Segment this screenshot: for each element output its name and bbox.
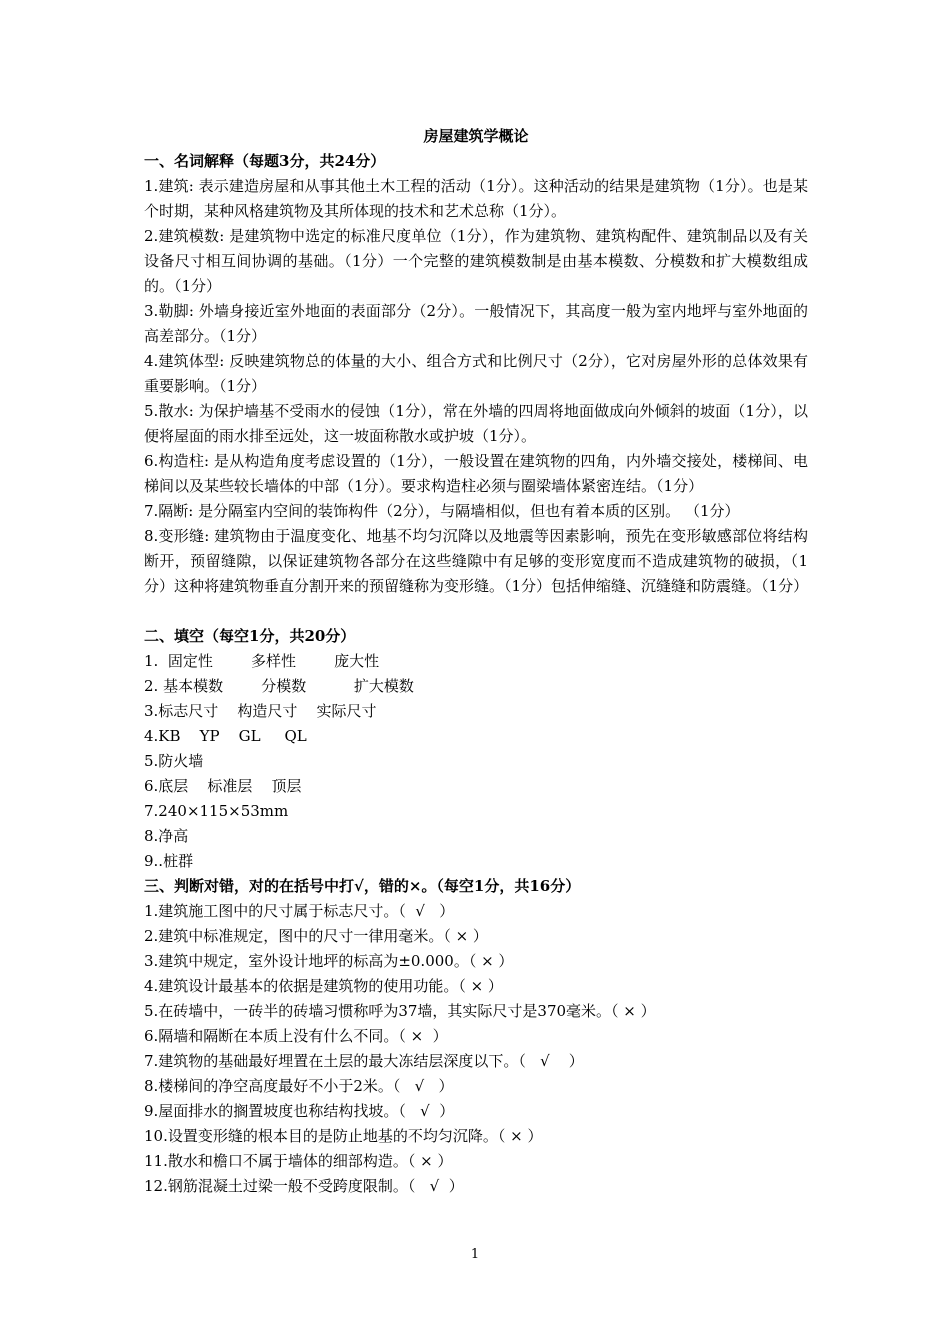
document-body [144,124,808,1199]
fill-in-answer: 6.底层 标准层 顶层 [144,777,302,795]
true-false-item: 12.钢筋混凝土过梁一般不受跨度限制。（ √ ） [144,1177,464,1195]
section-heading-definitions: 一、名词解释（每题3分，共24分） [144,152,386,170]
true-false-item: 4.建筑设计最基本的依据是建筑物的使用功能。（ × ） [144,977,503,995]
spacer [144,599,808,624]
fill-in-answer: 3.标志尺寸 构造尺寸 实际尺寸 [144,702,377,720]
definition-item: 6.构造柱: 是从构造角度考虑设置的（1分），一般设置在建筑物的四角，内外墙交接处，楼梯间、电梯间以及某些较长墙体的中部（1分）。要求构造柱必须与圈梁墙体紧密连结。（1分） [144,452,808,495]
definition-item: 7.隔断: 是分隔室内空间的装饰构件（2分），与隔墙相似，但也有着本质的区别。 （1分） [144,502,740,520]
definition-item: 1.建筑: 表示建造房屋和从事其他土木工程的活动（1分）。这种活动的结果是建筑物（1分）。也是某个时期，某种风格建筑物及其所体现的技术和艺术总称（1分）。 [144,177,808,220]
fill-in-answer: 1. 固定性 多样性 庞大性 [144,652,380,670]
definition-item: 4.建筑体型: 反映建筑物总的体量的大小、组合方式和比例尺寸（2分），它对房屋外形的总体效果有重要影响。（1分） [144,352,808,395]
document-title: 房屋建筑学概论 [423,127,529,145]
fill-in-answer: 8.净高 [144,827,189,845]
page-number: 1 [470,1247,480,1262]
true-false-item: 3.建筑中规定，室外设计地坪的标高为±0.000。（ × ） [144,952,514,970]
definition-item: 5.散水: 为保护墙基不受雨水的侵蚀（1分），常在外墙的四周将地面做成向外倾斜的坡面（1分），以便将屋面的雨水排至远处，这一坡面称散水或护坡（1分）。 [144,402,808,445]
true-false-item: 1.建筑施工图中的尺寸属于标志尺寸。（ √ ） [144,902,455,920]
section-heading-fill-in: 二、填空（每空1分，共20分） [144,627,356,645]
definition-item: 2.建筑模数: 是建筑物中选定的标准尺度单位（1分），作为建筑物、建筑构配件、建筑制品以及有关设备尺寸相互间协调的基础。（1分）一个完整的建筑模数制是由基本模数、分模数和扩大模数组成的。（1分） [144,227,808,295]
definition-item: 8.变形缝: 建筑物由于温度变化、地基不均匀沉降以及地震等因素影响，预先在变形敏感部位将结构断开，预留缝隙，以保证建筑物各部分在这些缝隙中有足够的变形宽度而不造成建筑物的破损，（1分）这种将建筑物垂直分割开来的预留缝称为变形缝。（1分）包括伸缩缝、沉缝缝和防震缝。（1分） [144,527,809,595]
true-false-item: 6.隔墙和隔断在本质上没有什么不同。（ × ） [144,1027,448,1045]
fill-in-answer: 9..桩群 [144,852,194,870]
true-false-item: 10.设置变形缝的根本目的是防止地基的不均匀沉降。（ × ） [144,1127,543,1145]
true-false-item: 2.建筑中标准规定，图中的尺寸一律用毫米。（ × ） [144,927,488,945]
fill-in-answer: 5.防火墙 [144,752,204,770]
true-false-item: 11.散水和檐口不属于墙体的细部构造。（ × ） [144,1152,453,1170]
true-false-item: 5.在砖墙中，一砖半的砖墙习惯称呼为37墙，其实际尺寸是370毫米。（ × ） [144,1002,656,1020]
definition-item: 3.勒脚: 外墙身接近室外地面的表面部分（2分）。一般情况下，其高度一般为室内地坪与室外地面的高差部分。（1分） [144,302,808,345]
true-false-item: 7.建筑物的基础最好埋置在土层的最大冻结层深度以下。（ √ ） [144,1052,584,1070]
fill-in-answer: 2. 基本模数 分模数 扩大模数 [144,677,414,695]
section-heading-true-false: 三、判断对错，对的在括号中打√，错的×。（每空1分，共16分） [144,877,581,895]
true-false-item: 9.屋面排水的搁置坡度也称结构找坡。（ √ ） [144,1102,455,1120]
true-false-item: 8.楼梯间的净空高度最好不小于2米。（ √ ） [144,1077,454,1095]
fill-in-answer: 7.240×115×53mm [144,802,289,820]
fill-in-answer: 4.KB YP GL QL [144,727,307,745]
